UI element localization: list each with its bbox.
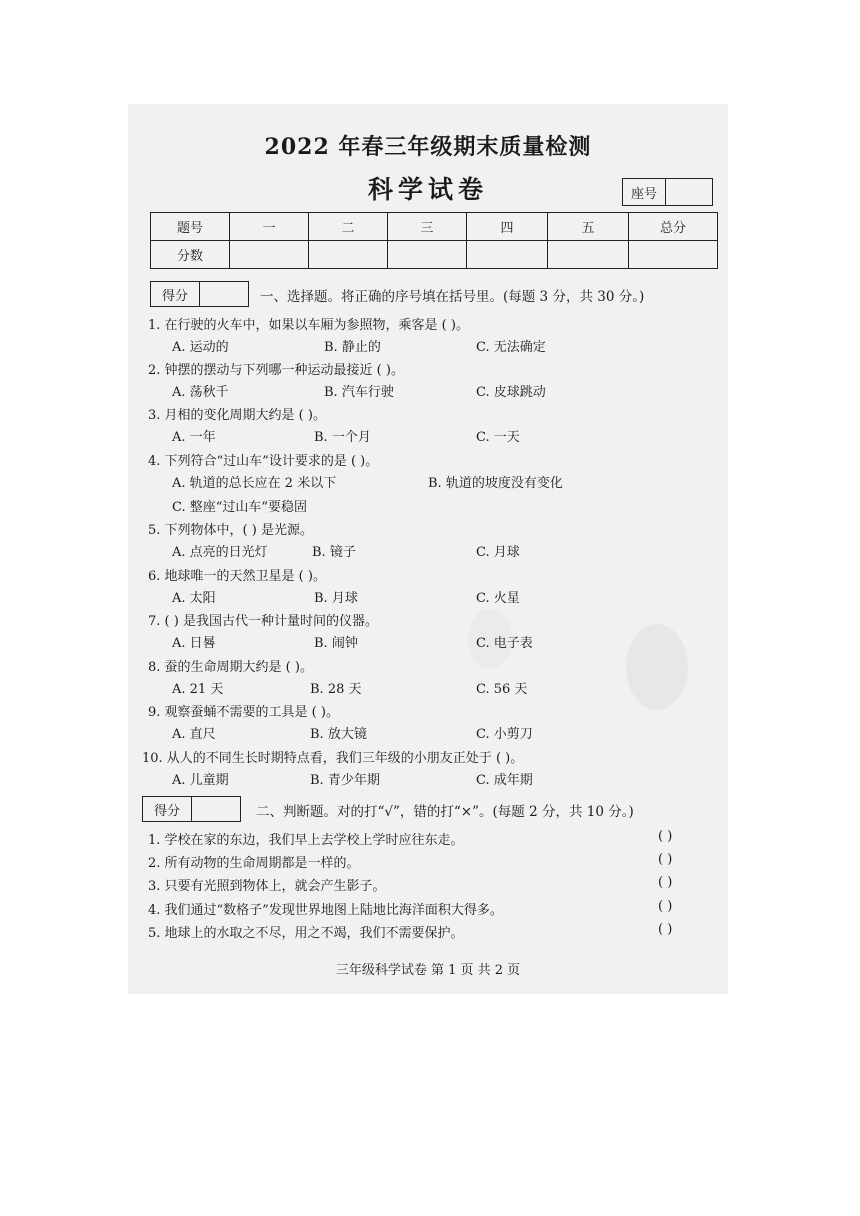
score-table-cell: 题号	[151, 213, 230, 241]
option-3b[interactable]: B. 一个月	[314, 430, 371, 445]
score-table-score-row	[151, 241, 718, 269]
option-5b[interactable]: B. 镜子	[312, 545, 356, 560]
option-10c[interactable]: C. 成年期	[476, 773, 533, 788]
exam-subtitle: 科学试卷	[367, 175, 488, 204]
question-2: 2. 钟摆的摆动与下列哪一种运动最接近 ( )。	[148, 363, 404, 378]
judgment-item-3: 3. 只要有光照到物体上，就会产生影子。	[148, 879, 386, 894]
exam-title: 2022 年春三年级期末质量检测	[264, 134, 592, 160]
question-9: 9. 观察蚕蛹不需要的工具是 ( )。	[148, 705, 339, 720]
exam-paper	[128, 104, 728, 994]
score-table-cell: 五	[548, 213, 629, 241]
option-5c[interactable]: C. 月球	[476, 545, 520, 560]
grade-label: 得分	[143, 797, 192, 821]
option-5a[interactable]: A. 点亮的日光灯	[172, 545, 268, 560]
score-table-cell: 总分	[629, 213, 718, 241]
section1-heading: 一、选择题。将正确的序号填在括号里。(每题 3 分，共 30 分。)	[260, 289, 645, 305]
option-7a[interactable]: A. 日晷	[172, 636, 216, 651]
option-8b[interactable]: B. 28 天	[310, 682, 362, 697]
grade-label: 得分	[151, 282, 200, 306]
seat-number-field[interactable]	[666, 179, 712, 205]
question-3: 3. 月相的变化周期大约是 ( )。	[148, 408, 326, 423]
option-10b[interactable]: B. 青少年期	[310, 773, 380, 788]
option-8a[interactable]: A. 21 天	[172, 682, 224, 697]
question-4: 4. 下列符合“过山车”设计要求的是 ( )。	[148, 454, 379, 469]
option-1b[interactable]: B. 静止的	[324, 340, 381, 355]
score-table-cell: 四	[467, 213, 548, 241]
judgment-item-2: 2. 所有动物的生命周期都是一样的。	[148, 856, 360, 871]
bleed-through-mark	[626, 624, 688, 710]
option-3a[interactable]: A. 一年	[172, 430, 216, 445]
question-1: 1. 在行驶的火车中，如果以车厢为参照物，乘客是 ( )。	[148, 318, 469, 333]
score-blank[interactable]	[230, 241, 309, 269]
score-blank[interactable]	[309, 241, 388, 269]
option-7c[interactable]: C. 电子表	[476, 636, 533, 651]
option-6a[interactable]: A. 太阳	[172, 591, 216, 606]
option-10a[interactable]: A. 儿童期	[172, 773, 229, 788]
score-blank[interactable]	[388, 241, 467, 269]
judgment-item-4: 4. 我们通过“数格子”发现世界地图上陆地比海洋面积大得多。	[148, 903, 503, 918]
option-9a[interactable]: A. 直尺	[172, 727, 216, 742]
score-table-cell: 三	[388, 213, 467, 241]
grade-field[interactable]	[192, 797, 240, 821]
option-6c[interactable]: C. 火星	[476, 591, 520, 606]
judgment-answer-blank[interactable]: ( )	[658, 899, 673, 914]
score-table	[150, 212, 718, 269]
judgment-item-1: 1. 学校在家的东边，我们早上去学校上学时应往东走。	[148, 833, 464, 848]
question-6: 6. 地球唯一的天然卫星是 ( )。	[148, 569, 326, 584]
option-2a[interactable]: A. 荡秋千	[172, 385, 229, 400]
question-8: 8. 蚕的生命周期大约是 ( )。	[148, 660, 313, 675]
option-1a[interactable]: A. 运动的	[172, 340, 229, 355]
option-1c[interactable]: C. 无法确定	[476, 340, 546, 355]
option-3c[interactable]: C. 一天	[476, 430, 520, 445]
option-8c[interactable]: C. 56 天	[476, 682, 528, 697]
option-9c[interactable]: C. 小剪刀	[476, 727, 533, 742]
grade-field[interactable]	[200, 282, 248, 306]
score-blank[interactable]	[629, 241, 718, 269]
seat-number-label: 座号	[623, 179, 666, 205]
judgment-answer-blank[interactable]: ( )	[658, 829, 673, 844]
score-table-cell: 分数	[151, 241, 230, 269]
option-4a[interactable]: A. 轨道的总长应在 2 米以下	[172, 476, 337, 491]
seat-number-box	[622, 178, 713, 206]
score-blank[interactable]	[467, 241, 548, 269]
judgment-answer-blank[interactable]: ( )	[658, 922, 673, 937]
score-table-cell: 一	[230, 213, 309, 241]
question-7: 7. ( ) 是我国古代一种计量时间的仪器。	[148, 614, 378, 629]
option-2c[interactable]: C. 皮球跳动	[476, 385, 546, 400]
score-blank[interactable]	[548, 241, 629, 269]
score-table-cell: 二	[309, 213, 388, 241]
question-5: 5. 下列物体中，( ) 是光源。	[148, 523, 313, 538]
option-9b[interactable]: B. 放大镜	[310, 727, 367, 742]
question-10: 10. 从人的不同生长时期特点看，我们三年级的小朋友正处于 ( )。	[142, 751, 524, 766]
score-table-header-row	[151, 213, 718, 241]
section2-heading: 二、判断题。对的打“√”，错的打“×”。(每题 2 分，共 10 分。)	[256, 804, 634, 820]
option-2b[interactable]: B. 汽车行驶	[324, 385, 394, 400]
option-4c[interactable]: C. 整座“过山车”要稳固	[172, 500, 308, 515]
option-7b[interactable]: B. 闹钟	[314, 636, 358, 651]
page-footer: 三年级科学试卷 第 1 页 共 2 页	[335, 963, 521, 978]
option-4b[interactable]: B. 轨道的坡度没有变化	[428, 476, 563, 491]
option-6b[interactable]: B. 月球	[314, 591, 358, 606]
judgment-answer-blank[interactable]: ( )	[658, 875, 673, 890]
judgment-item-5: 5. 地球上的水取之不尽，用之不竭，我们不需要保护。	[148, 926, 464, 941]
judgment-answer-blank[interactable]: ( )	[658, 852, 673, 867]
section1-grade-box	[150, 281, 249, 307]
section2-grade-box	[142, 796, 241, 822]
